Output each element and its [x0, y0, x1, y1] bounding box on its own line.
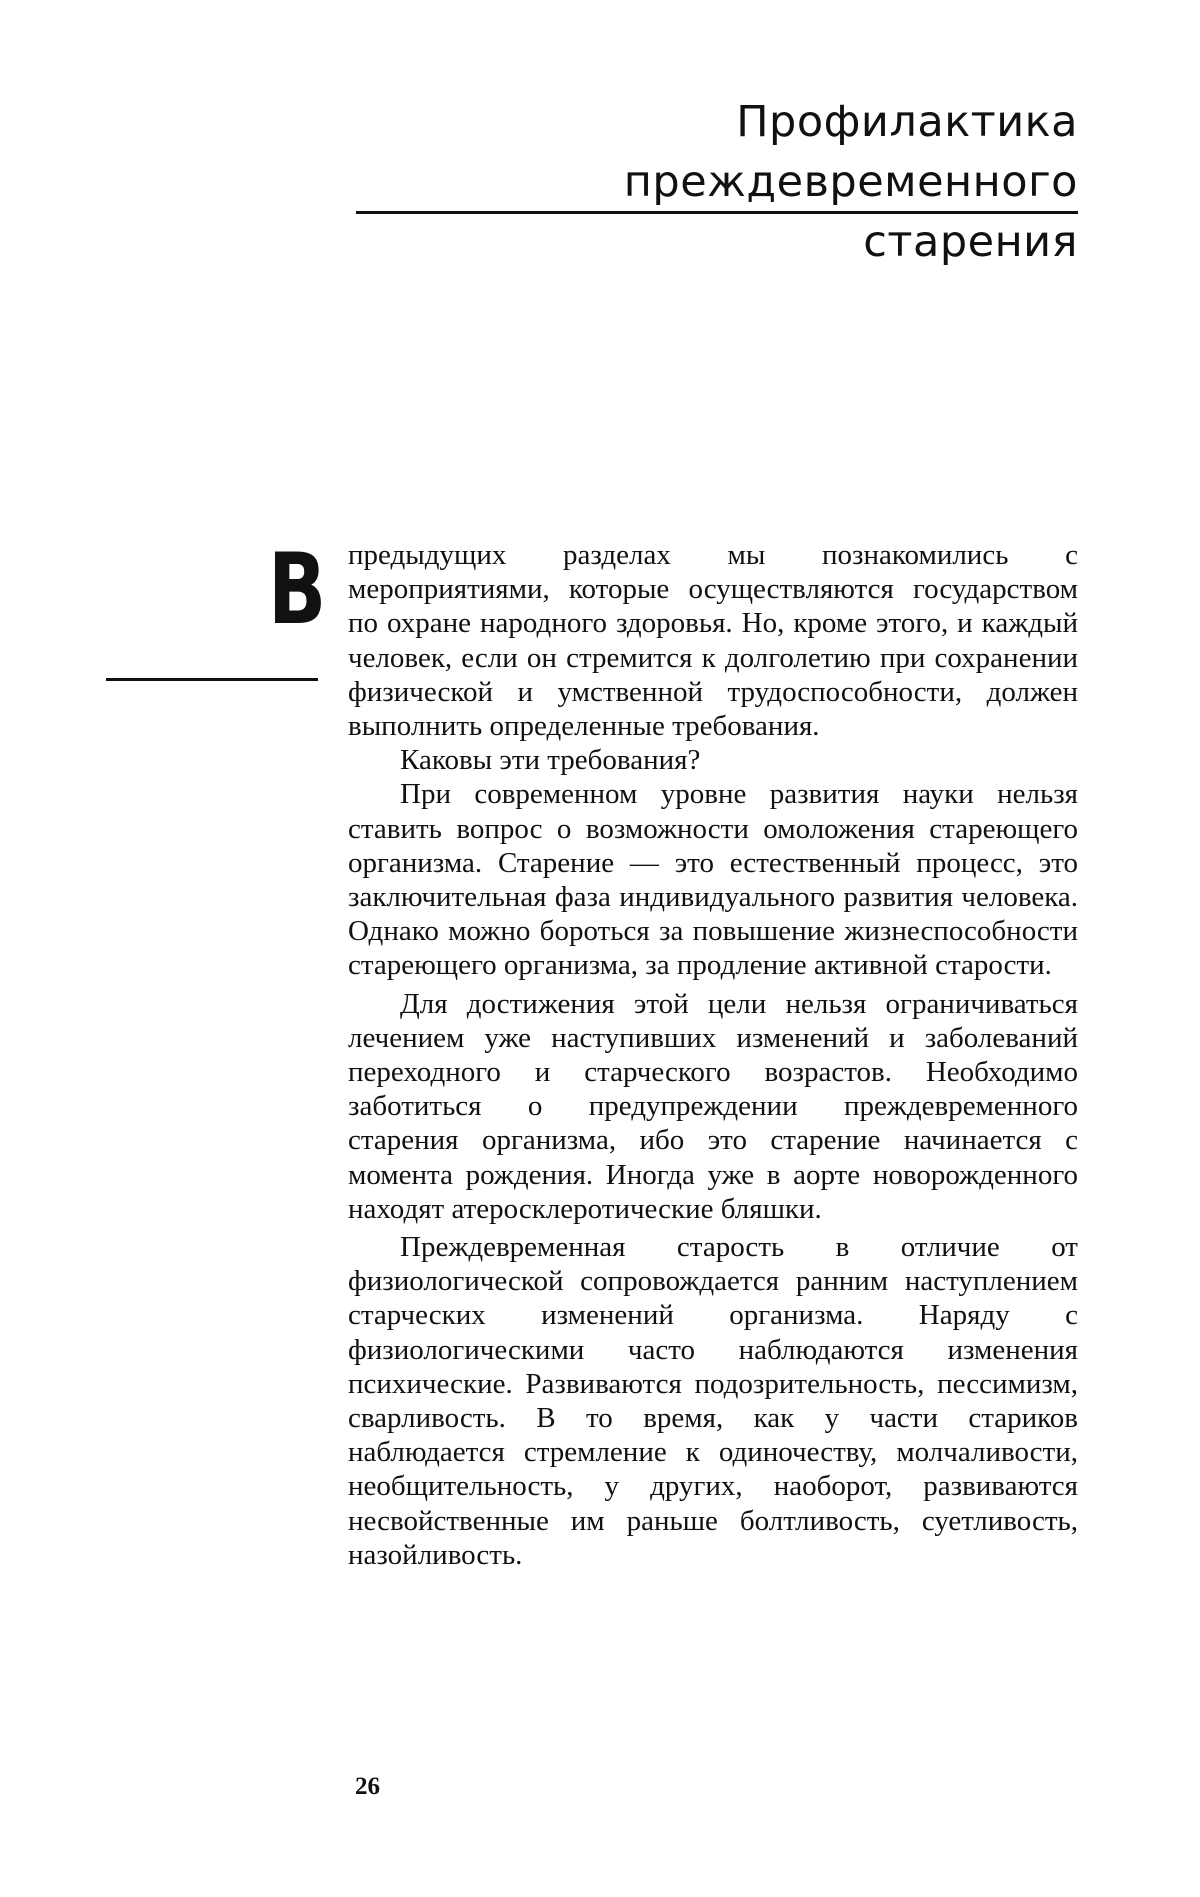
chapter-title-line-2: старения	[330, 212, 1078, 272]
paragraph-2: Каковы эти требования?	[348, 743, 1078, 777]
chapter-title-line-1: Профилактика преждевременного	[330, 92, 1078, 212]
drop-cap-rule	[106, 678, 318, 681]
drop-cap: В	[268, 540, 326, 640]
body-text	[348, 538, 1078, 1572]
paragraph-3: При современном уровне развития науки нельзя ставить вопрос о возможности омоложения стареющего организма. Старение — это естественный процесс, это заключительная фаза индивидуального развития человека. Однако можно бороться за повышение жизнеспособности стареющего организма, за продление активной старости.	[348, 777, 1078, 982]
paragraph-5: Преждевременная старость в отличие от физиологической сопровождается ранним наступлением старческих изменений организма. Наряду с физиологическими часто наблюдаются изменения психические. Развиваются подозрительность, пессимизм, сварливость. В то время, как у части стариков наблюдается стремление к одиночеству, молчаливости, необщительность, у других, наоборот, развиваются несвойственные им раньше болтливость, суетливость, назойливость.	[348, 1230, 1078, 1572]
chapter-title	[330, 92, 1078, 272]
page-number: 26	[355, 1773, 380, 1801]
title-underline	[356, 211, 1078, 214]
book-page	[0, 0, 1200, 1897]
paragraph-4: Для достижения этой цели нельзя ограничиваться лечением уже наступивших изменений и заболеваний переходного и старческого возрастов. Необходимо заботиться о предупреждении преждевременного старения организма, ибо это старение начинается с момента рождения. Иногда уже в аорте новорожденного находят атеросклеротические бляшки.	[348, 987, 1078, 1226]
paragraph-1: предыдущих разделах мы познакомились с мероприятиями, которые осуществляются государством по охране народного здоровья. Но, кроме этого, и каждый человек, если он стремится к долголетию при сохранении физической и умственной трудоспособности, должен выполнить определенные требования.	[348, 538, 1078, 743]
